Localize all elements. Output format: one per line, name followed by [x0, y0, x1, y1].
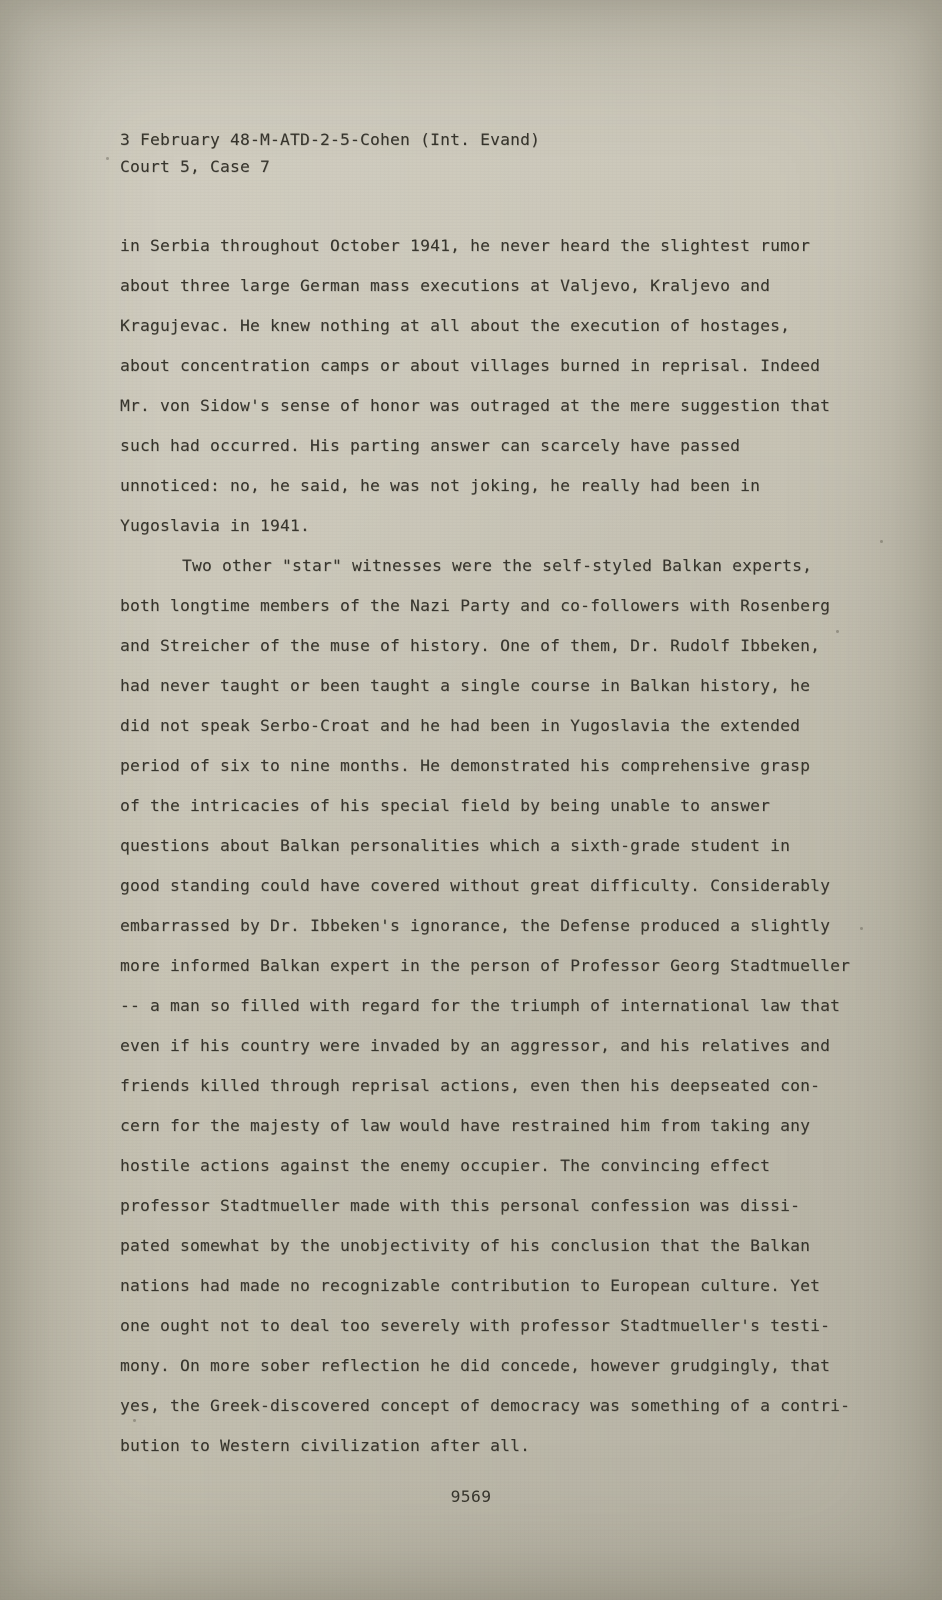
body-line: friends killed through reprisal actions, even then his deepseated con-	[120, 1076, 821, 1095]
paragraph-1	[120, 226, 864, 546]
body-line: of the intricacies of his special field by being unable to answer	[120, 796, 771, 815]
body-line: one ought not to deal too severely with professor Stadtmueller's testi-	[120, 1316, 831, 1335]
body-line: and Streicher of the muse of history. One of them, Dr. Rudolf Ibbeken,	[120, 636, 821, 655]
header-line-court-case: Court 5, Case 7	[120, 157, 271, 176]
body-line: had never taught or been taught a single course in Balkan history, he	[120, 676, 811, 695]
body-line: Kragujevac. He knew nothing at all about the execution of hostages,	[120, 316, 791, 335]
body-line: Mr. von Sidow's sense of honor was outraged at the mere suggestion that	[120, 396, 831, 415]
scan-speck	[880, 540, 883, 543]
body-line: questions about Balkan personalities which a sixth-grade student in	[120, 836, 791, 855]
body-line: embarrassed by Dr. Ibbeken's ignorance, the Defense produced a slightly	[120, 916, 831, 935]
body-line: about concentration camps or about villages burned in reprisal. Indeed	[120, 356, 821, 375]
body-line: professor Stadtmueller made with this personal confession was dissi-	[120, 1196, 801, 1215]
body-line: nations had made no recognizable contribution to European culture. Yet	[120, 1276, 821, 1295]
body-line: mony. On more sober reflection he did concede, however grudgingly, that	[120, 1356, 831, 1375]
body-line: period of six to nine months. He demonstrated his comprehensive grasp	[120, 756, 811, 775]
body-line: both longtime members of the Nazi Party and co-followers with Rosenberg	[120, 596, 831, 615]
body-line: bution to Western civilization after all.	[120, 1436, 531, 1455]
header-line-caption: 3 February 48-M-ATD-2-5-Cohen (Int. Evand)	[120, 130, 541, 149]
body-line: about three large German mass executions at Valjevo, Kraljevo and	[120, 276, 771, 295]
paragraph-2	[120, 546, 864, 1466]
body-line: in Serbia throughout October 1941, he never heard the slightest rumor	[120, 236, 811, 255]
body-line: more informed Balkan expert in the person of Professor Georg Stadtmueller	[120, 956, 851, 975]
document-body	[120, 226, 864, 1466]
body-line: hostile actions against the enemy occupier. The convincing effect	[120, 1156, 771, 1175]
body-line: Yugoslavia in 1941.	[120, 516, 311, 535]
document-header	[120, 126, 864, 180]
body-line: yes, the Greek-discovered concept of democracy was something of a contri-	[120, 1396, 851, 1415]
scan-speck	[106, 157, 109, 160]
body-line: good standing could have covered without great difficulty. Considerably	[120, 876, 831, 895]
body-line: Two other "star" witnesses were the self-styled Balkan experts,	[182, 556, 813, 575]
body-line: even if his country were invaded by an aggressor, and his relatives and	[120, 1036, 831, 1055]
body-line: pated somewhat by the unobjectivity of his conclusion that the Balkan	[120, 1236, 811, 1255]
body-line: unnoticed: no, he said, he was not joking, he really had been in	[120, 476, 761, 495]
body-line: did not speak Serbo-Croat and he had been in Yugoslavia the extended	[120, 716, 801, 735]
body-line: such had occurred. His parting answer can scarcely have passed	[120, 436, 741, 455]
body-line: cern for the majesty of law would have restrained him from taking any	[120, 1116, 811, 1135]
body-line: -- a man so filled with regard for the triumph of international law that	[120, 996, 841, 1015]
page-number: 9569	[450, 1487, 492, 1506]
